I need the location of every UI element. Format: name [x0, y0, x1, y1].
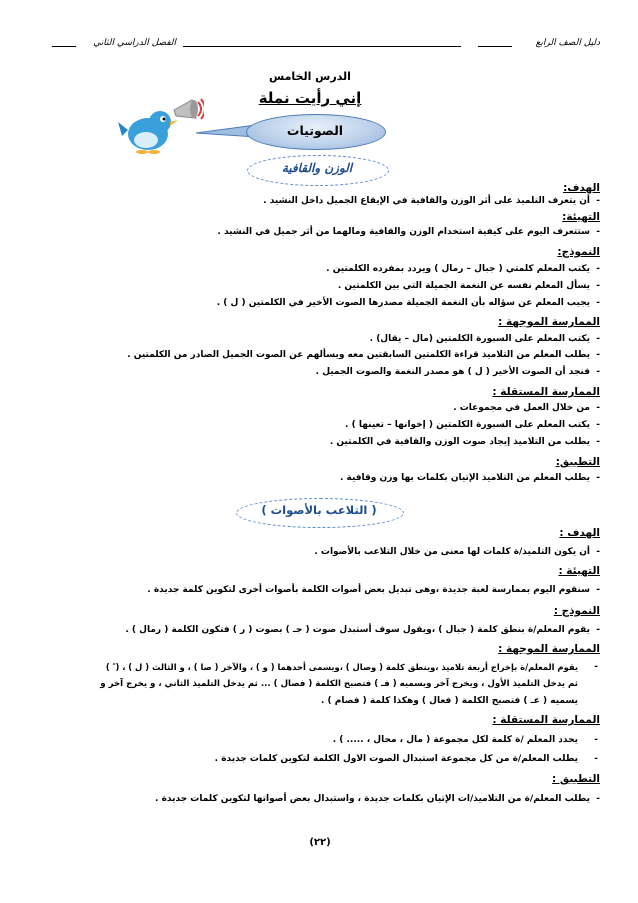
lesson-number: الدرس الخامس	[269, 70, 351, 83]
apply-heading-2: التطبيق :	[552, 773, 600, 785]
model-1-line-1: يكتب المعلم كلمتي ( جبال – رمال ) ويردد بمفرده الكلمتين .	[326, 264, 590, 274]
guided-1-line-1: يكتب المعلم على السبورة الكلمتين (مال – يقال) .	[369, 334, 590, 344]
bullet: -	[596, 420, 600, 430]
bullet: -	[596, 264, 600, 274]
guided-2-line-1: يقوم المعلم/ة بإخراج أربعة تلاميذ ،وينطق كلمة ( وصال ) ،ويسمى أحدهما ( و ) ، والآخر ( صا ) ، و الثالث ( ل ) ، ( ً )	[105, 662, 578, 672]
guided-1-line-3: فنجد أن الصوت الأخير ( ل ) هو مصدر النغمة والصوت الجميل .	[315, 367, 590, 377]
model-1-line-3: يجيب المعلم عن سؤاله بأن النغمة الجميلة مصدرها الصوت الأخير في الكلمتين ( ل ) .	[216, 298, 590, 308]
guided-1-line-2: يطلب المعلم من التلاميذ قراءة الكلمتين السابقتين معه ويسألهم عن الصوت الجميل الصادر من الكلمتين .	[127, 350, 590, 360]
guided-2-line-3: يسميه ( عـ ) فتصبح الكلمة ( فعال ) وهكذا كلمة ( فصام ) .	[320, 696, 578, 706]
topic-badge-label: الصوتيات	[286, 123, 344, 138]
bullet: -	[596, 794, 600, 804]
bullet: -	[594, 662, 598, 672]
bird-megaphone-icon	[118, 96, 204, 158]
bullet: -	[596, 350, 600, 360]
indep-1-line-1: من خلال العمل في مجموعات .	[453, 403, 590, 413]
indep-2-line-1: يحدد المعلم /ة كلمة لكل مجموعة ( مال ، محال ، ..... ) .	[332, 735, 578, 745]
bullet: -	[596, 227, 600, 237]
header-semester: الفصل الدراسي الثاني	[93, 38, 176, 48]
indep-2-line-2: يطلب المعلم/ة من كل مجموعة استبدال الصوت الاول الكلمة لتكوين كلمات جديدة .	[214, 754, 578, 764]
model-heading-1: النموذج:	[557, 246, 600, 258]
apply-1: يطلب المعلم من التلاميذ الإتيان بكلمات بها وزن وقافية .	[339, 473, 590, 483]
header-grade: دليل الصف الرابع	[535, 38, 600, 48]
lesson-title: إني رأيت نملة	[258, 89, 362, 107]
model-2: يقوم المعلم/ة بنطق كلمة ( جبال ) ،ويقول سوف أستبدل صوت ( جـ ) بصوت ( ر ) فتكون الكلمة ( رمال ) .	[125, 625, 590, 635]
bullet: -	[596, 547, 600, 557]
bullet: -	[594, 754, 598, 764]
goal-1: أن يتعرف التلميذ على أثر الوزن والقافية في الإيقاع الجميل داخل النشيد .	[263, 196, 590, 206]
intro-heading-1: التهيئة:	[562, 211, 600, 223]
topic-1: الوزن والقافية	[281, 161, 353, 175]
indep-1-line-3: يطلب من التلاميذ إيجاد صوت الوزن والقافية في الكلمتين .	[329, 437, 590, 447]
header-rule-right	[478, 46, 512, 47]
indep-heading-1: الممارسة المستقلة :	[492, 386, 600, 398]
bullet: -	[594, 735, 598, 745]
header-rule-middle	[183, 46, 461, 47]
model-heading-2: النموذج :	[553, 605, 600, 617]
intro-2: سنقوم اليوم بممارسة لعبة جديدة ،وهى تبديل بعض أصوات الكلمة بأصوات أخرى لتكوين كلمة جديدة .	[147, 585, 590, 595]
topic-2: ( التلاعب بالأصوات )	[261, 503, 377, 517]
bullet: -	[596, 298, 600, 308]
bullet: -	[596, 281, 600, 291]
bullet: -	[596, 403, 600, 413]
bullet: -	[596, 367, 600, 377]
header-rule-left	[52, 46, 76, 47]
goal-heading-2: الهدف :	[559, 527, 600, 539]
bullet: -	[596, 196, 600, 206]
apply-2: يطلب المعلم/ة من التلاميذ/ات الإتيان بكلمات جديدة ، واستبدال بعض أصواتها لتكوين كلمات جديدة .	[155, 794, 590, 804]
goal-heading-1: الهدف:	[563, 182, 600, 194]
intro-1: ستتعرف اليوم على كيفية استخدام الوزن والقافية ومالهما من أثر جميل في النشيد .	[217, 227, 590, 237]
indep-1-line-2: يكتب المعلم على السبورة الكلمتين ( إخوانها – تعينها ) .	[345, 420, 590, 430]
guided-heading-1: الممارسة الموجهة :	[498, 316, 600, 328]
page-number: (٢٢)	[309, 837, 331, 848]
model-1-line-2: يسأل المعلم نفسه عن النغمة الجميلة التي بين الكلمتين .	[337, 281, 590, 291]
bullet: -	[596, 437, 600, 447]
indep-heading-2: الممارسة المستقلة :	[492, 714, 600, 726]
bullet: -	[596, 585, 600, 595]
apply-heading-1: التطبيق:	[555, 456, 600, 468]
bullet: -	[596, 625, 600, 635]
goal-2: أن يكون التلميذ/ة كلمات لها معنى من خلال التلاعب بالأصوات .	[314, 547, 590, 557]
intro-heading-2: التهيئة :	[558, 565, 600, 577]
guided-heading-2: الممارسة الموجهة :	[498, 643, 600, 655]
guided-2-line-2: ثم يدخل التلميذ الأول ، ويخرج آخر ويسميه ( فـ ) فتصبح الكلمة ( فصال ) ... ثم يدخل التلميذ الثاني ، و يخرج آخر و	[100, 679, 578, 689]
bullet: -	[596, 473, 600, 483]
bullet: -	[596, 334, 600, 344]
